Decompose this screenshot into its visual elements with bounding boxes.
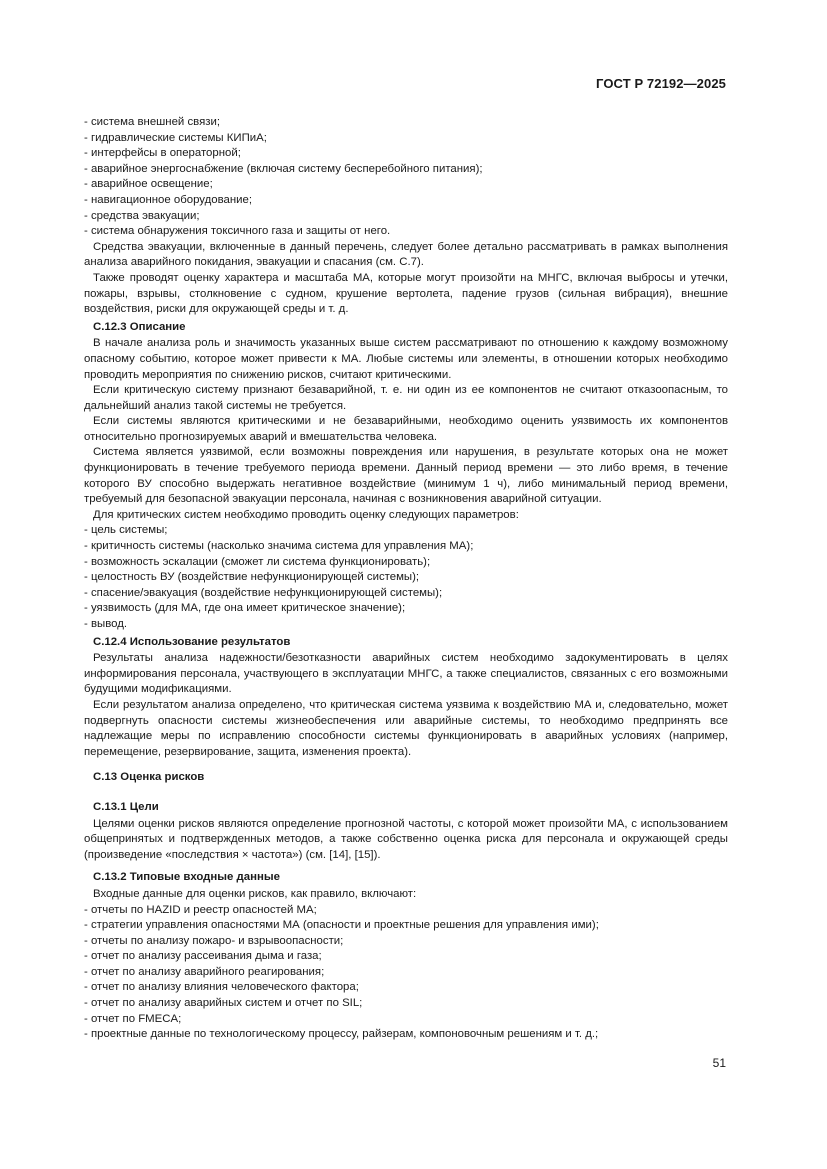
list-item: - отчет по анализу аварийного реагирования; xyxy=(84,965,728,981)
spacer xyxy=(93,863,728,868)
list-item: - аварийное освещение; xyxy=(84,177,728,193)
list-item: - навигационное оборудование; xyxy=(84,193,728,209)
paragraph: Если результатом анализа определено, что критическая система уязвима к воздействию МА и, следовательно, может подвергнуть опасности системы жизнеобеспечения или аварийные системы, то необходимо предпринять все надлежащие меры по исправлению способности системы функционировать в аварийных условиях (например, перемещение, резервирование, защита, изменения проекта). xyxy=(84,698,728,758)
section-heading: С.13 Оценка рисков xyxy=(93,771,205,784)
document-body xyxy=(84,115,728,1043)
list-item: - аварийное энергоснабжение (включая систему бесперебойного питания); xyxy=(84,162,728,178)
subsection-heading: С.13.1 Цели xyxy=(93,800,159,813)
list-item: - отчет по FMECA; xyxy=(84,1012,728,1028)
subsection-heading: С.12.4 Использование результатов xyxy=(93,635,291,648)
paragraph: Также проводят оценку характера и масштаба МА, которые могут произойти на МНГС, включая выбросы и утечки, пожары, взрывы, столкновение с судном, крушение вертолета, падение грузов (сильная вибрация), внешние воздействия, риски для окружающей среды и т. д. xyxy=(84,271,728,316)
list-item: - отчеты по HAZID и реестр опасностей МА; xyxy=(84,903,728,919)
list-item: - спасение/эвакуация (воздействие нефункционирующей системы); xyxy=(84,586,728,602)
list-item: - цель системы; xyxy=(84,523,728,539)
list-item: - стратегии управления опасностями МА (опасности и проектные решения для управления ими); xyxy=(84,918,728,934)
paragraph: Если критическую систему признают безаварийной, т. е. ни один из ее компонентов не считают отказоопасным, то дальнейший анализ такой системы не требуется. xyxy=(84,384,728,412)
list-item: - система внешней связи; xyxy=(84,115,728,131)
list-item: - отчет по анализу рассеивания дыма и газа; xyxy=(84,949,728,965)
paragraph: Система является уязвимой, если возможны повреждения или нарушения, в результате которых она не может функционировать в течение требуемого периода времени. Данный период времени — это либо время, в течение которого ВУ способно выдержать негативное воздействие (минимум 1 ч), либо минимальный период времени, требуемый для безопасной эвакуации персонала, начиная с возникновения аварийной ситуации. xyxy=(84,446,728,506)
paragraph: Средства эвакуации, включенные в данный перечень, следует более детально рассматривать в рамках выполнения анализа аварийного покидания, эвакуации и спасания (см. С.7). xyxy=(84,240,728,269)
list-item: - интерфейсы в операторной; xyxy=(84,146,728,162)
paragraph: Входные данные для оценки рисков, как правило, включают: xyxy=(93,887,417,900)
list-item: - возможность эскалации (сможет ли система функционировать); xyxy=(84,555,728,571)
list-item: - целостность ВУ (воздействие нефункционирующей системы); xyxy=(84,570,728,586)
paragraph: Для критических систем необходимо проводить оценку следующих параметров: xyxy=(93,508,519,521)
page-number: 51 xyxy=(712,1056,726,1070)
paragraph: В начале анализа роль и значимость указанных выше систем рассматривают по отношению к каждому возможному опасному событию, которое может привести к МА. Любые системы или элементы, в отношении которых необходимо проводить мероприятия по снижению рисков, считают критическими. xyxy=(84,337,728,381)
paragraph: Результаты анализа надежности/безотказности аварийных систем необходимо задокументировать в целях информирования персонала, участвующего в эксплуатации МНГС, а также специалистов, связанных с его возможными будущими модификациями. xyxy=(84,652,728,696)
list-item: - средства эвакуации; xyxy=(84,209,728,225)
list-item: - гидравлические системы КИПиА; xyxy=(84,131,728,147)
subsection-heading: С.12.3 Описание xyxy=(93,320,186,333)
list-item: - вывод. xyxy=(84,617,728,633)
list-item: - проектные данные по технологическому процессу, райзерам, компоновочным решениям и т. д.; xyxy=(84,1027,728,1043)
list-item: - уязвимость (для МА, где она имеет критическое значение); xyxy=(84,601,728,617)
paragraph: Если системы являются критическими и не безаварийными, необходимо оценить уязвимость их компонентов относительно прогнозируемых аварий и вмешательства человека. xyxy=(84,415,728,443)
paragraph: Целями оценки рисков являются определение прогнозной частоты, с которой может произойти МА, с использованием общепринятых и подтвержденных методов, а также собственно оценка риска для персонала и окружающей среды (произведение «последствия × частота») (см. [14], [15]). xyxy=(84,817,728,861)
list-item: - отчеты по анализу пожаро- и взрывоопасности; xyxy=(84,934,728,950)
list-item: - отчет по анализу аварийных систем и отчет по SIL; xyxy=(84,996,728,1012)
list-item: - критичность системы (насколько значима система для управления МА); xyxy=(84,539,728,555)
subsection-heading: С.13.2 Типовые входные данные xyxy=(93,871,280,884)
list-item: - система обнаружения токсичного газа и защиты от него. xyxy=(84,224,728,240)
document-standard-number: ГОСТ Р 72192—2025 xyxy=(596,76,726,91)
list-item: - отчет по анализу влияния человеческого фактора; xyxy=(84,980,728,996)
